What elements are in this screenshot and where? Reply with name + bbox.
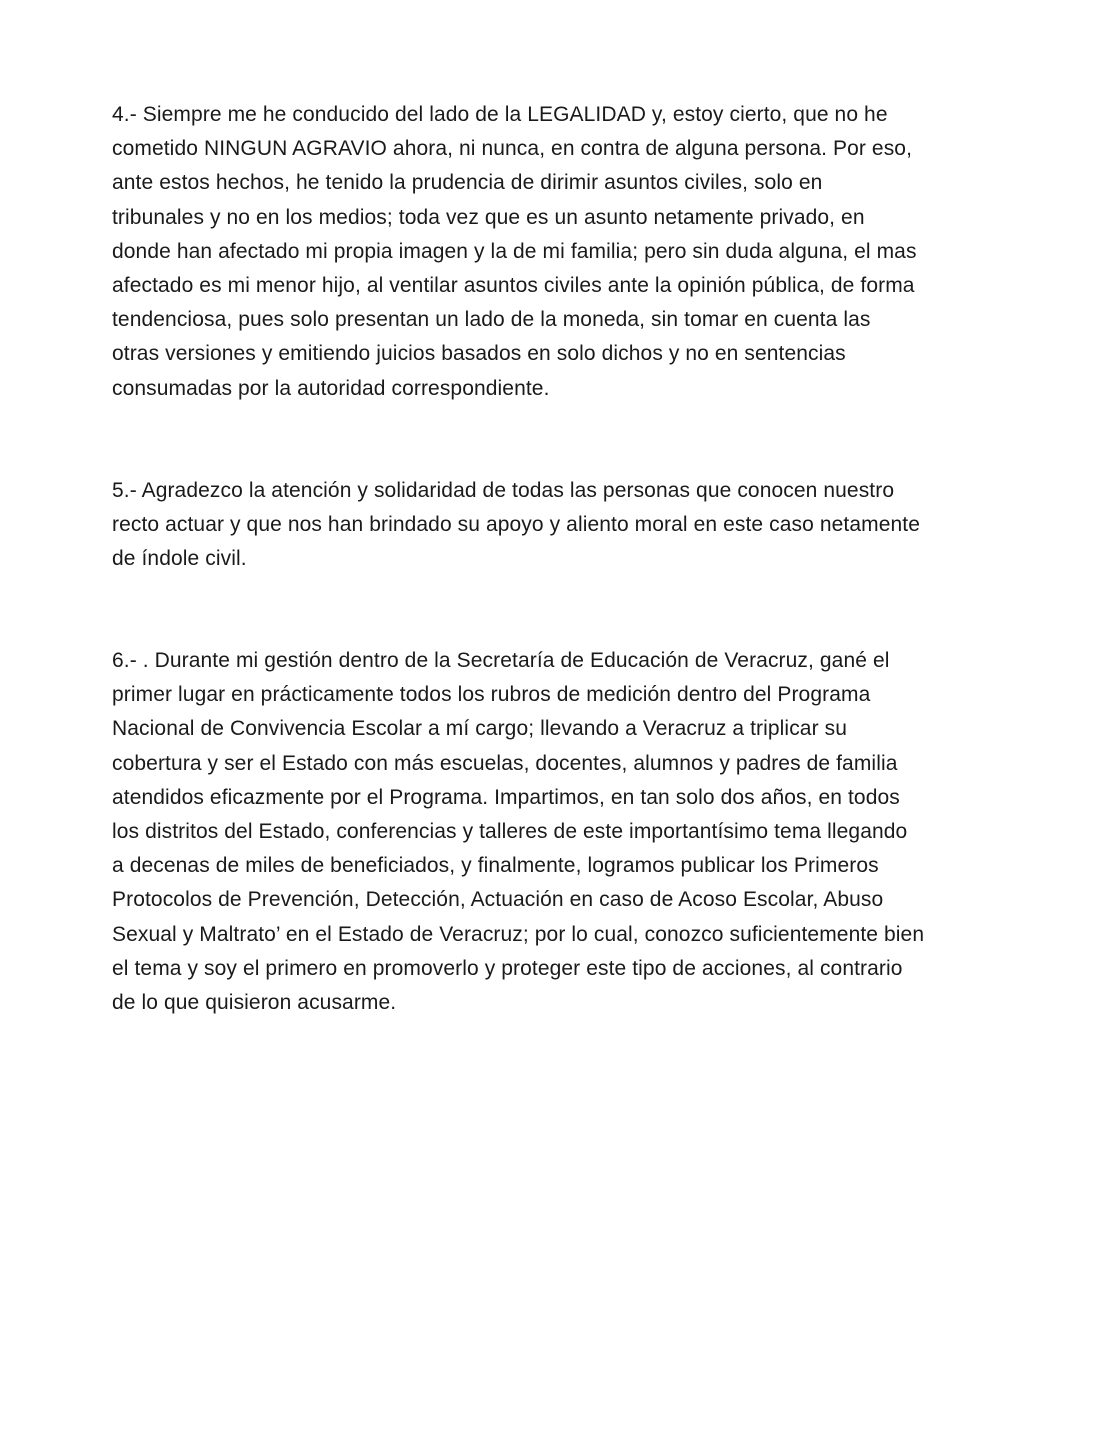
paragraph-line: de índole civil. [112, 547, 247, 571]
paragraph-line: los distritos del Estado, conferencias y talleres de este importantísimo tema llegando [112, 820, 908, 844]
paragraph-line: tendenciosa, pues solo presentan un lado de la moneda, sin tomar en cuenta las [112, 308, 871, 332]
paragraph-line: afectado es mi menor hijo, al ventilar asuntos civiles ante la opinión pública, de forma [112, 274, 915, 298]
paragraph-line: tribunales y no en los medios; toda vez que es un asunto netamente privado, en [112, 205, 865, 229]
paragraph-5 [112, 474, 1012, 577]
paragraph-line: Protocolos de Prevención, Detección, Actuación en caso de Acoso Escolar, Abuso [112, 888, 884, 912]
paragraph-line: ante estos hechos, he tenido la prudencia de dirimir asuntos civiles, solo en [112, 171, 823, 195]
paragraph-line: de lo que quisieron acusarme. [112, 991, 397, 1015]
paragraph-line: otras versiones y emitiendo juicios basados en solo dichos y no en sentencias [112, 342, 846, 366]
paragraph-line: donde han afectado mi propia imagen y la de mi familia; pero sin duda alguna, el mas [112, 239, 917, 263]
paragraph-line: 5.- Agradezco la atención y solidaridad de todas las personas que conocen nuestro [112, 479, 895, 502]
paragraph-line: 4.- Siempre me he conducido del lado de la LEGALIDAD y, estoy cierto, que no he [112, 103, 888, 126]
paragraph-line: cometido NINGUN AGRAVIO ahora, ni nunca, en contra de alguna persona. Por eso, [112, 137, 913, 161]
paragraph-6 [112, 644, 1012, 1020]
paragraph-line: Nacional de Convivencia Escolar a mí cargo; llevando a Veracruz a triplicar su [112, 717, 847, 741]
paragraph-line: el tema y soy el primero en promoverlo y proteger este tipo de acciones, al contrario [112, 956, 903, 980]
paragraph-line: Sexual y Maltrato’ en el Estado de Veracruz; por lo cual, conozco suficientemente bien [112, 922, 925, 946]
paragraph-4 [112, 98, 1012, 406]
paragraph-line: cobertura y ser el Estado con más escuelas, docentes, alumnos y padres de familia [112, 751, 898, 775]
paragraph-line: a decenas de miles de beneficiados, y finalmente, logramos publicar los Primeros [112, 854, 879, 878]
paragraph-line: recto actuar y que nos han brindado su apoyo y aliento moral en este caso netamente [112, 513, 920, 537]
paragraph-line: 6.- . Durante mi gestión dentro de la Secretaría de Educación de Veracruz, gané el [112, 649, 890, 672]
paragraph-line: atendidos eficazmente por el Programa. Impartimos, en tan solo dos años, en todos [112, 785, 900, 809]
paragraph-line: primer lugar en prácticamente todos los rubros de medición dentro del Programa [112, 683, 871, 707]
paragraph-line: consumadas por la autoridad correspondiente. [112, 376, 550, 400]
